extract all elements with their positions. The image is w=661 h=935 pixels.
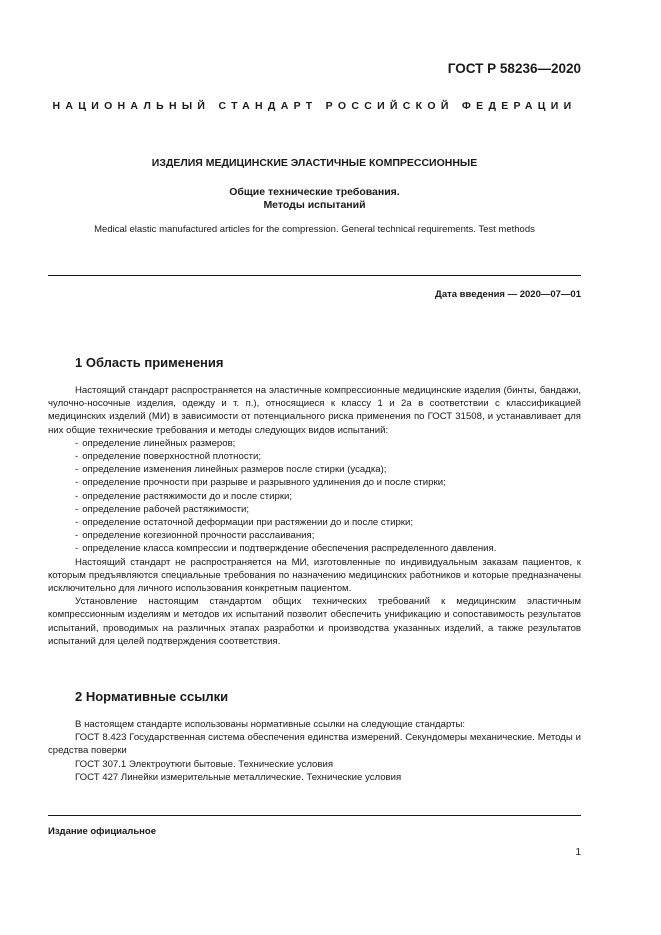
section-normative-references — [48, 689, 581, 784]
subtitle-line-2: Методы испытаний — [263, 199, 366, 211]
bullet-dash: - — [75, 517, 79, 529]
paragraph: Настоящий стандарт распространяется на эластичные компрессионные медицинские изделия (бинты, бандажи, чулочно-носочные изделия, одежду и т. п.), относящиеся к классу 1 и 2а в соответствии с классификацией медицинских изделий (МИ) в зависимости от потенциального риска применения по ГОСТ 31508, и устанавливает для них общие технические требования и методы следующих видов испытаний: — [48, 385, 581, 436]
bullet-dash: - — [75, 437, 79, 449]
bullet-dash: - — [75, 490, 79, 502]
subtitle-line-1: Общие технические требования. — [229, 186, 400, 198]
document-subtitle — [48, 186, 581, 212]
introduction-date: Дата введения — 2020—07—01 — [435, 289, 581, 300]
national-standard-banner: НАЦИОНАЛЬНЫЙ СТАНДАРТ РОССИЙСКОЙ ФЕДЕРАЦИИ — [52, 100, 577, 112]
list-item: - определение остаточной деформации при растяжении до и после стирки; — [75, 517, 414, 529]
footer-divider — [48, 815, 581, 816]
english-title: Medical elastic manufactured articles for the compression. General technical requirements. Test methods — [94, 224, 535, 235]
section-scope — [48, 355, 581, 648]
document-title: ИЗДЕЛИЯ МЕДИЦИНСКИЕ ЭЛАСТИЧНЫЕ КОМПРЕССИОННЫЕ — [151, 157, 478, 169]
bullet-dash: - — [75, 503, 79, 515]
document-code: ГОСТ Р 58236—2020 — [447, 61, 581, 76]
bullet-dash: - — [75, 543, 79, 555]
paragraph: Настоящий стандарт не распространяется на МИ, изготовленные по индивидуальным заказам пациентов, к которым предъявляются специальные требования по назначению медицинских работников и которые предназначены исключительно для личного использования конкретным пациентом. — [48, 556, 581, 595]
list-item: - определение прочности при разрыве и разрывного удлинения до и после стирки; — [75, 477, 446, 489]
reference-item: ГОСТ 307.1 Электроутюги бытовые. Технические условия — [75, 758, 334, 770]
edition-label: Издание официальное — [48, 826, 156, 837]
paragraph: Установление настоящим стандартом общих технических требований к медицинским эластичным компрессионным изделиям и методов их испытаний позволит обеспечить унификацию и сопоставимость результатов испытаний, проводимых на различных этапах разработки и производства указанных изделий, а также результатов испытаний для целей подтверждения соответствия. — [48, 596, 581, 647]
reference-item: ГОСТ 427 Линейки измерительные металлические. Технические условия — [75, 771, 402, 783]
list-item: - определение растяжимости до и после стирки; — [75, 490, 293, 502]
section-heading: 1 Область применения — [75, 355, 224, 370]
test-types-list — [48, 437, 581, 556]
page-number: 1 — [575, 847, 581, 858]
list-item: - определение изменения линейных размеров после стирки (усадка); — [75, 464, 387, 476]
bullet-dash: - — [75, 464, 79, 476]
header-divider — [48, 275, 581, 276]
paragraph: В настоящем стандарте использованы нормативные ссылки на следующие стандарты: — [75, 719, 466, 730]
bullet-dash: - — [75, 477, 79, 489]
list-item: - определение класса компрессии и подтверждение обеспечения распределенного давления. — [75, 543, 497, 555]
list-item: - определение когезионной прочности расслаивания; — [75, 530, 315, 542]
section-heading: 2 Нормативные ссылки — [75, 689, 229, 704]
bullet-dash: - — [75, 451, 79, 463]
list-item: - определение поверхностной плотности; — [75, 451, 262, 463]
bullet-dash: - — [75, 530, 79, 542]
list-item: - определение рабочей растяжимости; — [75, 503, 250, 515]
reference-item: ГОСТ 8.423 Государственная система обеспечения единства измерений. Секундомеры механические. Методы и средства поверки — [48, 732, 581, 757]
list-item: - определение линейных размеров; — [75, 437, 236, 449]
